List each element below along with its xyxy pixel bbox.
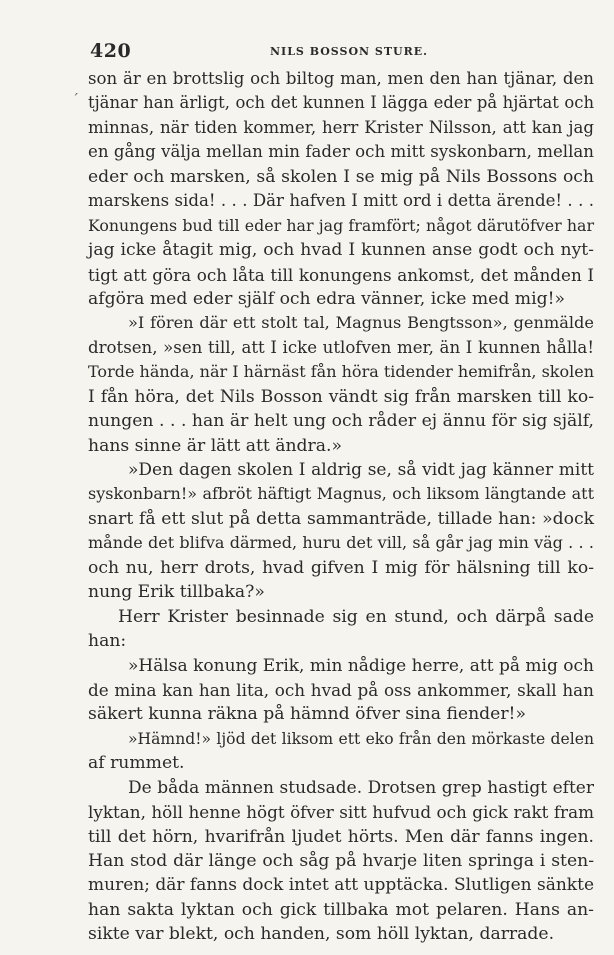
text-line: Konungens bud till eder har jag framfört; något därutöfver har [88, 215, 594, 235]
text-line: sikte var blekt, och handen, som höll lyktan, darrade. [88, 924, 555, 945]
text-line: De båda männen studsade. Drotsen grep hastigt efter [128, 777, 594, 798]
text-line: nung Erik tillbaka?» [88, 582, 265, 603]
text-line: jag icke åtagit mig, och hvad I kunnen anse godt och nyt- [88, 240, 594, 261]
text-line: han sakta lyktan och gick tillbaka mot pelaren. Hans an- [88, 899, 594, 920]
text-line: eder och marsken, så skolen I se mig på Nils Bossons och [88, 166, 594, 187]
text-line: hans sinne är lätt att ändra.» [88, 435, 342, 456]
text-line: »Hälsa konung Erik, min nådige herre, att på mig och [128, 655, 594, 676]
page-number: 420 [90, 40, 132, 62]
text-line: till det hörn, hvarifrån ljudet hörts. Men där fanns ingen. [88, 826, 594, 847]
text-line: Herr Krister besinnade sig en stund, och därpå sade [118, 606, 594, 627]
text-line: tjänar han ärligt, och det kunnen I lägga eder på hjärtat och [88, 93, 594, 113]
text-line: minnas, när tiden kommer, herr Krister Nilsson, att kan jag [88, 117, 594, 137]
text-line: syskonbarn!» afbröt häftigt Magnus, och liksom längtande att [88, 484, 594, 504]
text-line: Han stod där länge och såg på hvarje liten springa i sten- [88, 851, 594, 871]
text-line: Torde hända, när I härnäst fån höra tidender hemifrån, skolen [88, 362, 594, 382]
text-line: och nu, herr drots, hvad gifven I mig för hälsning till ko- [88, 557, 594, 578]
text-line: han: [88, 631, 127, 652]
text-line: de mina kan han lita, och hvad på oss ankommer, skall han [88, 679, 594, 700]
text-line: snart få ett slut på detta sammanträde, tillade han: »dock [88, 508, 594, 529]
text-line: drotsen, »sen till, att I icke utlofven mer, än I kunnen hålla! [88, 337, 594, 357]
text-line: afgöra med eder själf och edra vänner, icke med mig!» [88, 288, 566, 309]
text-line: säkert kunna räkna på hämnd öfver sina fiender!» [88, 704, 526, 725]
text-line: »Hämnd!» ljöd det liksom ett eko från den mörkaste delen [128, 729, 594, 748]
body-text [88, 67, 594, 947]
running-head: NILS BOSSON STURE. [270, 45, 428, 58]
text-line: lyktan, höll henne högt öfver sitt hufvud och gick rakt fram [88, 802, 594, 823]
text-line: son är en brottslig och biltog man, men den han tjänar, den [88, 69, 594, 88]
text-line: en gång välja mellan min fader och mitt syskonbarn, mellan [88, 142, 594, 162]
text-line: muren; där fanns dock intet att upptäcka. Slutligen sänkte [88, 875, 594, 896]
text-line: nungen . . . han är helt ung och råder ej ännu för sig själf, [88, 411, 594, 432]
text-line: marskens sida! . . . Där hafven I mitt ord i detta ärende! . . . [88, 191, 594, 211]
margin-mark: ˊ [72, 92, 79, 108]
text-line: tigt att göra och låta till konungens ankomst, det månden I [88, 264, 594, 285]
text-line: I fån höra, det Nils Bosson vändt sig från marsken till ko- [88, 386, 594, 407]
text-line: af rummet. [88, 753, 185, 774]
text-line: »Den dagen skolen I aldrig se, så vidt jag känner mitt [128, 460, 594, 480]
page-header [90, 40, 530, 64]
text-line: »I fören där ett stolt tal, Magnus Bengtsson», genmälde [128, 313, 594, 333]
text-line: månde det blifva därmed, huru det vill, så går jag min väg . . . [88, 533, 594, 553]
